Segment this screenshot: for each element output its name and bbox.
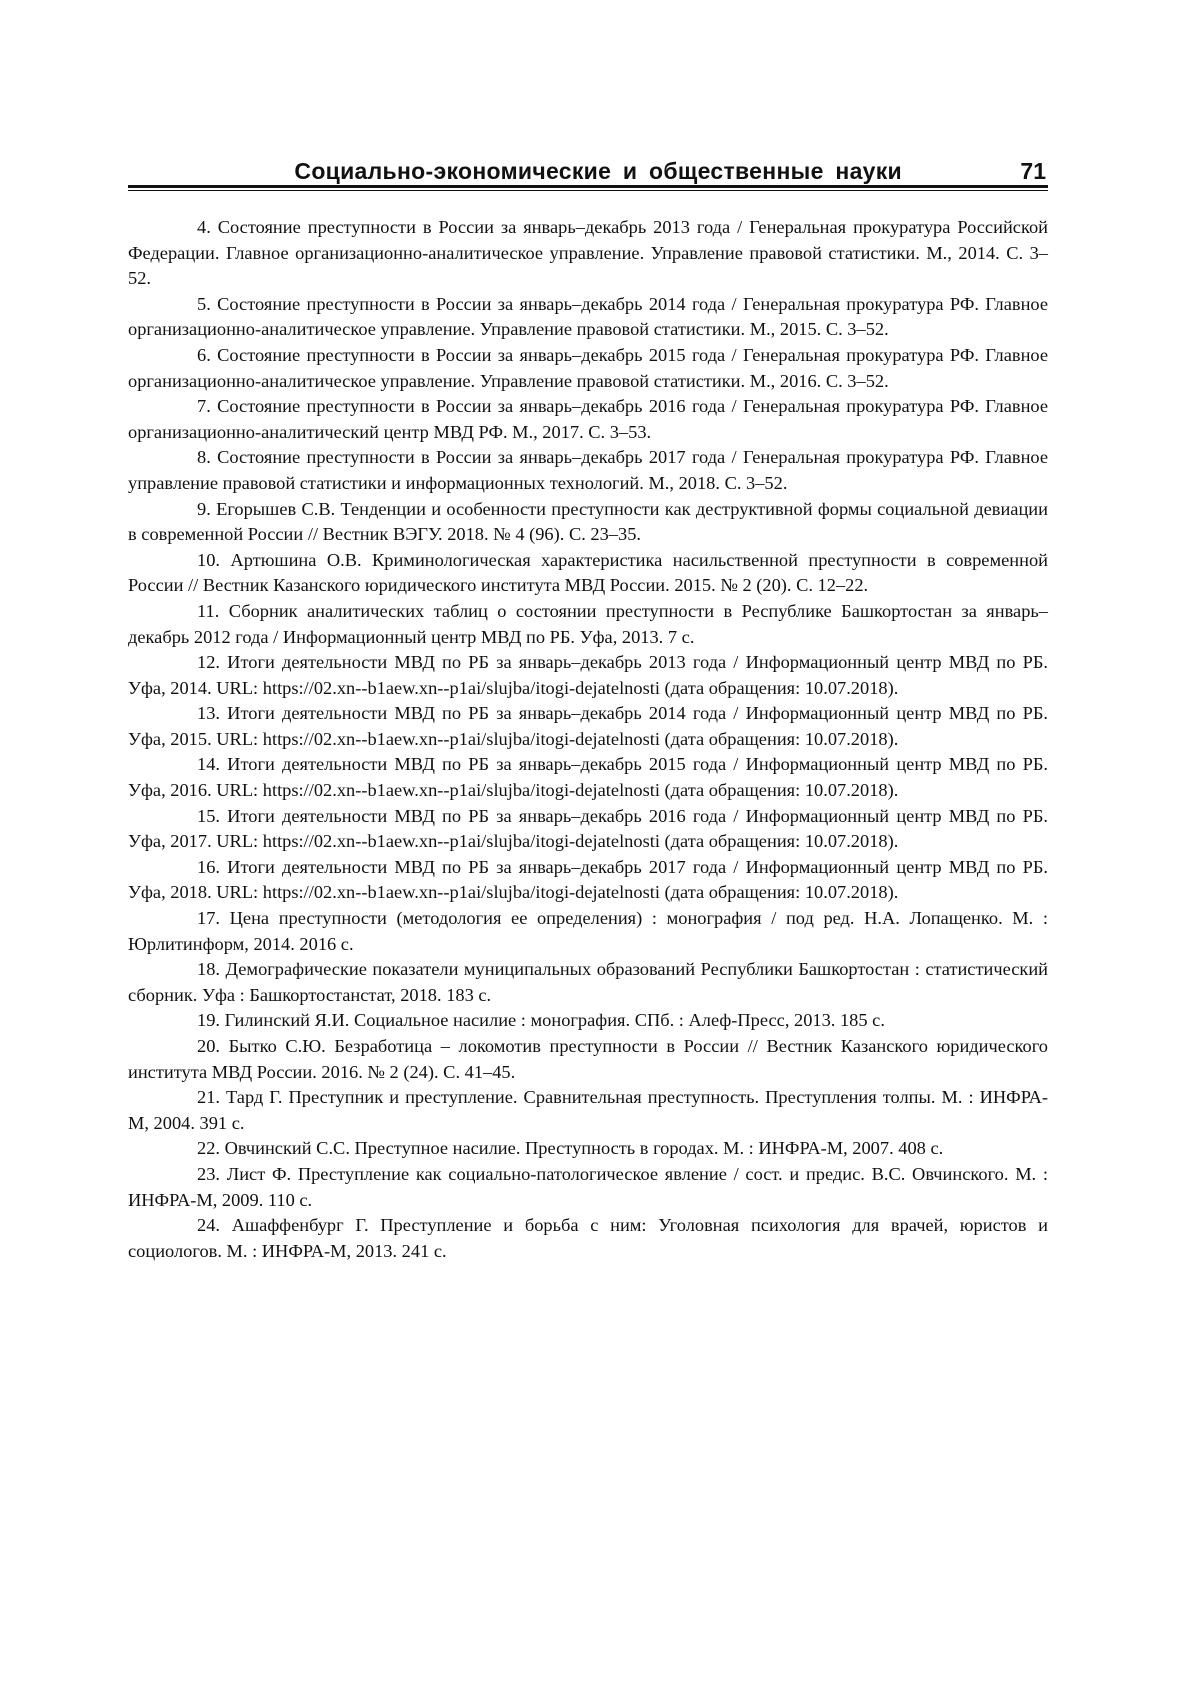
reference-number: 14. bbox=[197, 754, 220, 775]
page-number: 71 bbox=[1020, 158, 1046, 184]
reference-text: Итоги деятельности МВД по РБ за январь–декабрь 2015 года / Информационный центр МВД по РБ. Уфа, 2016. URL: https://02.xn--b1aew.xn--p1ai/slujba/itogi-dejatelnosti (дата обращения: 10.07.2018). bbox=[128, 754, 1048, 801]
reference-text: Состояние преступности в России за январь–декабрь 2017 года / Генеральная прокуратура РФ. Главное управление правовой статистики и информационных технологий. М., 2018. С. 3–52. bbox=[128, 447, 1048, 493]
reference-number: 17. bbox=[197, 908, 220, 929]
reference-text: Состояние преступности в России за январь–декабрь 2016 года / Генеральная прокуратура РФ. Главное организационно-аналитический центр МВД РФ. М., 2017. С. 3–53. bbox=[128, 396, 1048, 442]
reference-item bbox=[128, 1213, 1048, 1264]
reference-text: Ашаффенбург Г. Преступление и борьба с ним: Уголовная психология для врачей, юристов и социологов. М. : ИНФРА-М, 2013. 241 с. bbox=[128, 1215, 1048, 1261]
reference-item bbox=[128, 548, 1048, 599]
reference-number: 8. bbox=[197, 447, 211, 468]
reference-item bbox=[128, 445, 1048, 496]
reference-item bbox=[128, 906, 1048, 957]
reference-number: 18. bbox=[197, 959, 220, 980]
reference-text: Гилинский Я.И. Социальное насилие : монография. СПб. : Алеф-Пресс, 2013. 185 с. bbox=[224, 1010, 885, 1031]
reference-text: Лист Ф. Преступление как социально-патологическое явление / сост. и предис. В.С. Овчинского. М. : ИНФРА-М, 2009. 110 с. bbox=[128, 1163, 1048, 1210]
running-header bbox=[128, 155, 1048, 191]
reference-number: 7. bbox=[197, 396, 211, 417]
reference-text: Цена преступности (методология ее определения) : монография / под ред. Н.А. Лопащенко. М. : Юрлитинформ, 2014. 2016 с. bbox=[128, 908, 1048, 954]
reference-number: 20. bbox=[197, 1036, 220, 1056]
header-rule-thick bbox=[128, 185, 1048, 188]
reference-text: Артюшина О.В. Криминологическая характеристика насильственной преступности в современной России // Вестник Казанского юридического института МВД России. 2015. № 2 (20). С. 12–22. bbox=[128, 549, 1048, 596]
reference-item bbox=[128, 497, 1048, 548]
reference-item bbox=[128, 1136, 1048, 1162]
reference-text: Итоги деятельности МВД по РБ за январь–декабрь 2013 года / Информационный центр МВД по РБ. Уфа, 2014. URL: https://02.xn--b1aew.xn--p1ai/slujba/itogi-dejatelnosti (дата обращения: 10.07.2018). bbox=[128, 652, 1048, 698]
reference-number: 4. bbox=[197, 217, 211, 237]
reference-item bbox=[128, 957, 1048, 1008]
reference-number: 23. bbox=[197, 1163, 220, 1184]
header-rule-thin bbox=[128, 190, 1048, 191]
reference-text: Тард Г. Преступник и преступление. Сравнительная преступность. Преступления толпы. М. : ИНФРА-М, 2004. 391 с. bbox=[128, 1087, 1048, 1133]
reference-item bbox=[128, 1008, 1048, 1034]
reference-list bbox=[128, 215, 1048, 1264]
reference-item bbox=[128, 650, 1048, 701]
reference-item bbox=[128, 804, 1048, 855]
reference-number: 15. bbox=[197, 805, 220, 826]
reference-item bbox=[128, 1034, 1048, 1085]
reference-text: Егорышев С.В. Тенденции и особенности преступности как деструктивной формы социальной девиации в современной России // Вестник ВЭГУ. 2018. № 4 (96). С. 23–35. bbox=[128, 498, 1048, 545]
reference-number: 12. bbox=[197, 652, 220, 673]
reference-text: Бытко С.Ю. Безработица – локомотив преступности в России // Вестник Казанского юридического института МВД России. 2016. № 2 (24). С. 41–45. bbox=[128, 1036, 1048, 1082]
reference-text: Состояние преступности в России за январь–декабрь 2013 года / Генеральная прокуратура Российской Федерации. Главное организационно-аналитическое управление. Управление правовой статистики. М., 2014. С. 3–52. bbox=[128, 217, 1048, 289]
reference-item bbox=[128, 599, 1048, 650]
reference-number: 19. bbox=[197, 1010, 220, 1031]
reference-number: 10. bbox=[197, 549, 220, 570]
reference-item bbox=[128, 1162, 1048, 1213]
reference-item bbox=[128, 394, 1048, 445]
reference-item bbox=[128, 215, 1048, 292]
reference-text: Демографические показатели муниципальных образований Республики Башкортостан : статистический сборник. Уфа : Башкортостанстат, 2018. 183 с. bbox=[128, 959, 1049, 1005]
reference-text: Состояние преступности в России за январь–декабрь 2014 года / Генеральная прокуратура РФ. Главное организационно-аналитическое управление. Управление правовой статистики. М., 2015. С. 3–52. bbox=[128, 293, 1048, 340]
reference-item bbox=[128, 292, 1048, 343]
reference-number: 9. bbox=[197, 498, 211, 519]
reference-number: 24. bbox=[197, 1215, 220, 1236]
reference-number: 16. bbox=[197, 856, 220, 877]
reference-number: 13. bbox=[197, 703, 220, 724]
reference-item bbox=[128, 1085, 1048, 1136]
reference-number: 11. bbox=[197, 600, 220, 621]
reference-number: 6. bbox=[197, 344, 211, 365]
header-section-title: Социально-экономические и общественные науки bbox=[294, 158, 902, 184]
reference-number: 21. bbox=[197, 1087, 220, 1108]
reference-text: Овчинский С.С. Преступное насилие. Преступность в городах. М. : ИНФРА-М, 2007. 408 с. bbox=[224, 1138, 944, 1159]
reference-item bbox=[128, 855, 1048, 906]
reference-number: 5. bbox=[197, 293, 211, 314]
reference-text: Итоги деятельности МВД по РБ за январь–декабрь 2016 года / Информационный центр МВД по РБ. Уфа, 2017. URL: https://02.xn--b1aew.xn--p1ai/slujba/itogi-dejatelnosti (дата обращения: 10.07.2018). bbox=[128, 805, 1048, 852]
reference-text: Итоги деятельности МВД по РБ за январь–декабрь 2017 года / Информационный центр МВД по РБ. Уфа, 2018. URL: https://02.xn--b1aew.xn--p1ai/slujba/itogi-dejatelnosti (дата обращения: 10.07.2018). bbox=[128, 856, 1048, 903]
reference-item bbox=[128, 343, 1048, 394]
reference-item bbox=[128, 752, 1048, 803]
reference-number: 22. bbox=[197, 1138, 220, 1159]
reference-text: Сборник аналитических таблиц о состоянии преступности в Республике Башкортостан за январь–декабрь 2012 года / Информационный центр МВД по РБ. Уфа, 2013. 7 с. bbox=[128, 600, 1048, 647]
reference-text: Итоги деятельности МВД по РБ за январь–декабрь 2014 года / Информационный центр МВД по РБ. Уфа, 2015. URL: https://02.xn--b1aew.xn--p1ai/slujba/itogi-dejatelnosti (дата обращения: 10.07.2018). bbox=[128, 703, 1048, 749]
reference-text: Состояние преступности в России за январь–декабрь 2015 года / Генеральная прокуратура РФ. Главное организационно-аналитическое управление. Управление правовой статистики. М., 2016. С. 3–52. bbox=[128, 344, 1048, 391]
reference-item bbox=[128, 701, 1048, 752]
